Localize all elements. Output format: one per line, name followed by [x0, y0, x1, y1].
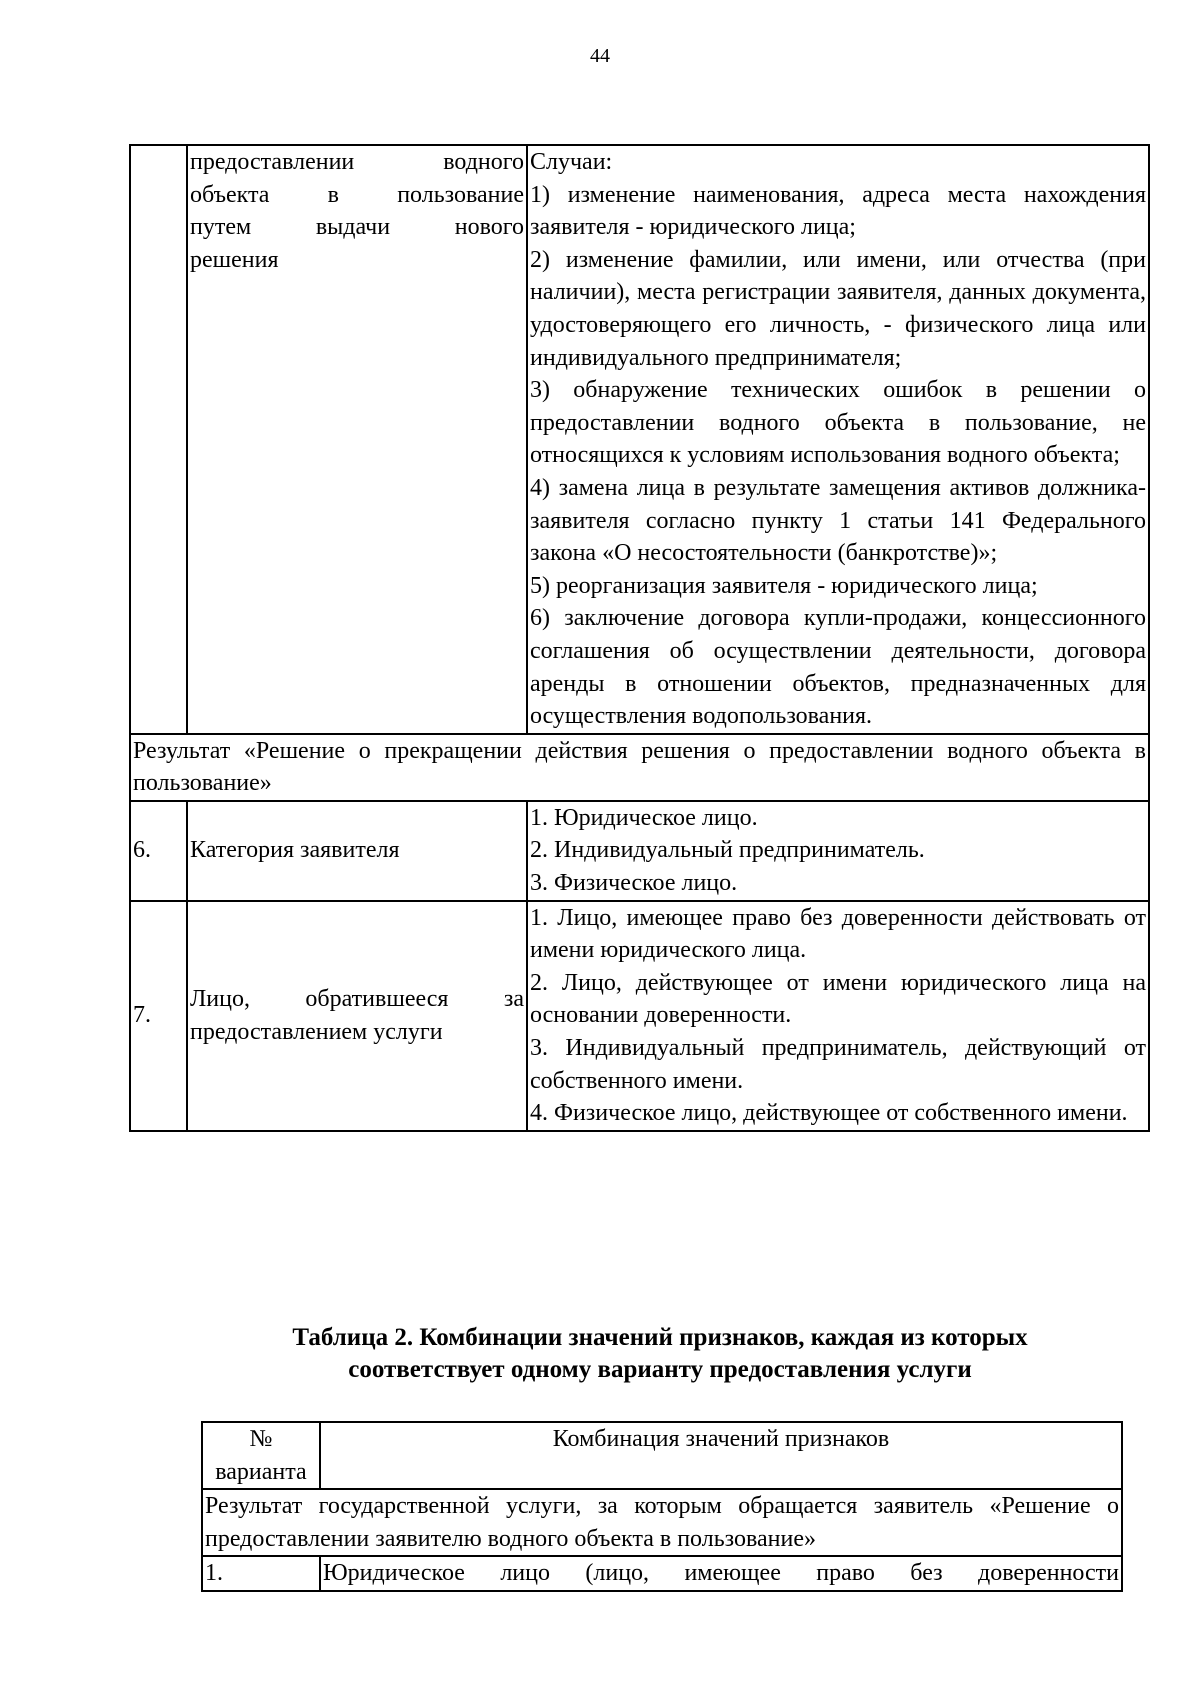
table-row — [130, 145, 1149, 734]
case-item: 4) замена лица в результате замещения активов должника-заявителя согласно пункту 1 статьи 141 Федерального закона «О несостоятельности (банкротстве)»; — [530, 474, 1146, 567]
table-row — [202, 1556, 1122, 1591]
page-number: 44 — [590, 45, 610, 67]
criterion-label-line: предоставлении водного — [190, 149, 524, 175]
value-item: 2. Лицо, действующее от имени юридического лица на основании доверенности. — [530, 969, 1146, 1029]
value-item: 3. Физическое лицо. — [530, 870, 738, 897]
variant-number-cell: 1. — [202, 1556, 320, 1591]
header-combination: Комбинация значений признаков — [320, 1422, 1122, 1489]
result-row-cell: Результат государственной услуги, за которым обращается заявитель «Решение о предоставлении заявителю водного объекта в пользование» — [202, 1489, 1122, 1556]
criterion-values-cell — [527, 145, 1149, 734]
header-variant-number: № варианта — [202, 1422, 320, 1489]
case-item: 5) реорганизация заявителя - юридического лица; — [530, 572, 1038, 599]
criterion-label-line: объекта в пользование — [190, 181, 524, 208]
criterion-label-line: путем выдачи нового — [190, 214, 524, 241]
case-item: 1) изменение наименования, адреса места нахождения заявителя - юридического лица; — [530, 181, 1146, 241]
case-item: 2) изменение фамилии, или имени, или отчества (при наличии), места регистрации заявителя, данных документа, удостоверяющего его личность, - физического лица или индивидуального предпринимателя; — [530, 246, 1146, 371]
criterion-label-cell: Лицо, обратившееся за предоставлением услуги — [187, 901, 527, 1131]
criterion-values-cell — [527, 801, 1149, 901]
criterion-values-cell — [527, 901, 1149, 1131]
case-item: 3) обнаружение технических ошибок в решении о предоставлении водного объекта в пользование, не относящихся к условиям использования водного объекта; — [530, 377, 1146, 469]
criteria-table — [129, 144, 1150, 1132]
criterion-label-cell — [187, 145, 527, 734]
table-row — [130, 901, 1149, 1131]
value-item: 1. Юридическое лицо. — [530, 804, 758, 831]
variants-table — [201, 1421, 1123, 1592]
table-header-row — [202, 1422, 1122, 1489]
value-item: 4. Физическое лицо, действующее от собственного имени. — [530, 1100, 1128, 1127]
cases-title: Случаи: — [530, 149, 613, 175]
value-item: 2. Индивидуальный предприниматель. — [530, 837, 925, 864]
criterion-label-cell: Категория заявителя — [187, 801, 527, 901]
value-item: 3. Индивидуальный предприниматель, действующий от собственного имени. — [530, 1035, 1146, 1094]
row-number-cell — [130, 145, 187, 734]
table-row — [130, 734, 1149, 801]
row-number-cell: 7. — [130, 901, 187, 1131]
case-item: 6) заключение договора купли-продажи, концессионного соглашения об осуществлении деятельности, договора аренды в отношении объектов, предназначенных для осуществления водопользования. — [530, 605, 1146, 730]
criterion-label-line: решения — [190, 246, 279, 273]
result-row-cell: Результат «Решение о прекращении действия решения о предоставлении водного объекта в пользование» — [130, 734, 1149, 801]
table-row — [202, 1489, 1122, 1556]
table-2-caption — [160, 1322, 1160, 1386]
table-2-caption-line: Таблица 2. Комбинации значений признаков, каждая из которых — [292, 1324, 1028, 1351]
table-row — [130, 801, 1149, 901]
variant-combination-cell: Юридическое лицо (лицо, имеющее право без доверенности — [320, 1556, 1122, 1591]
row-number-cell: 6. — [130, 801, 187, 901]
value-item: 1. Лицо, имеющее право без доверенности действовать от имени юридического лица. — [530, 904, 1146, 964]
table-2-caption-line: соответствует одному варианту предоставления услуги — [348, 1356, 972, 1383]
